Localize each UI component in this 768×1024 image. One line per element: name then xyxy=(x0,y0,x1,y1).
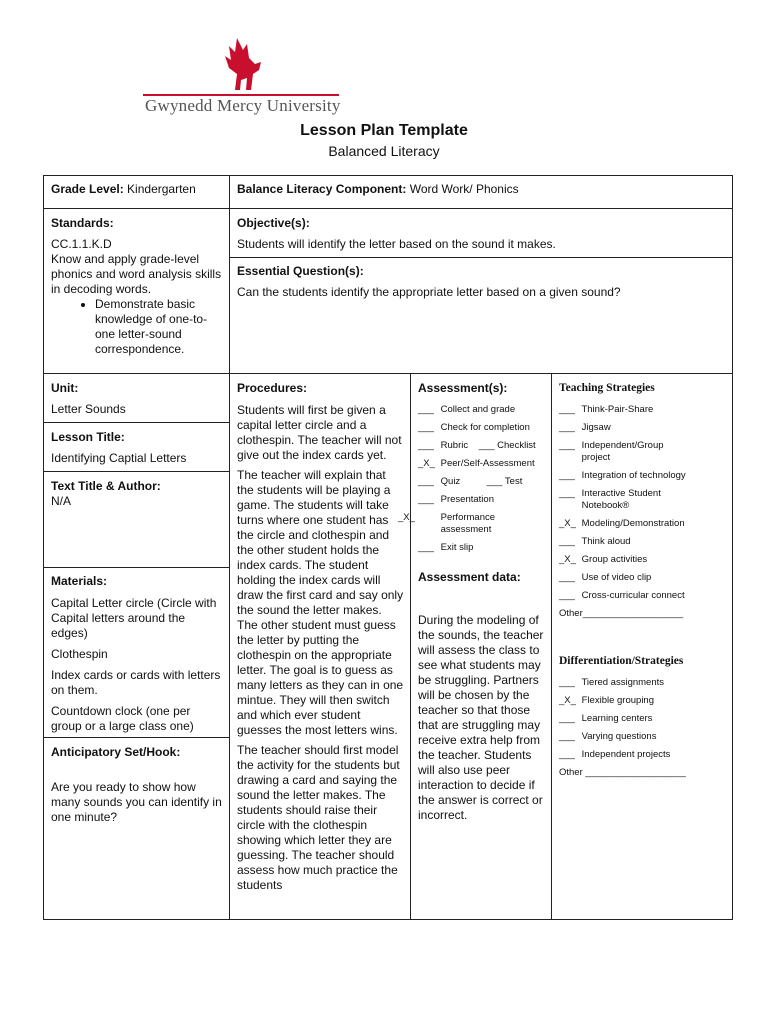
griffin-logo-icon xyxy=(215,34,269,92)
teaching-option: _X_ Group activities xyxy=(559,554,648,565)
standards-label: Standards: xyxy=(51,216,114,230)
procedures-paragraph: The teacher will explain that the students will be playing a game. The students will take turns where one student has the circle and clothespin and the other student holds the index cards. The student holding the index cards will draw the first card and say only the sound the letter makes. The other student must guess the letter by putting the clothespin on the appropriate letter. The goal is to guess as many letters as they can in one mintue. They will then switch and which ever student guesses the most letters wins. xyxy=(237,468,404,737)
differentiation-option: ___ Learning centers xyxy=(559,713,653,724)
grade-value: Kindergarten xyxy=(127,182,196,196)
teaching-strategies-label: Teaching Strategies xyxy=(559,382,655,394)
lesson-title-cell: Lesson Title: Identifying Captial Letters xyxy=(51,430,223,466)
differentiation-label: Differentiation/Strategies xyxy=(559,655,684,667)
teaching-option: ___ Think aloud xyxy=(559,536,631,547)
teaching-strategies-cell xyxy=(559,381,729,785)
teaching-option: ___ Independent/Group project xyxy=(559,440,664,463)
component-value: Word Work/ Phonics xyxy=(409,182,519,196)
teaching-option: ___ Integration of technology xyxy=(559,470,686,481)
teaching-other: Other___________________ xyxy=(559,608,684,619)
teaching-option: ___ Cross-curricular connect xyxy=(559,590,685,601)
teaching-option: ___ Jigsaw xyxy=(559,422,611,433)
unit-value: Letter Sounds xyxy=(51,402,126,416)
assessment-option: _X_ Performance assessment xyxy=(398,512,496,535)
assessment-option: _X_ Peer/Self-Assessment xyxy=(418,458,535,469)
objectives-text: Students will identify the letter based on the sound it makes. xyxy=(237,237,556,251)
differentiation-option: ___ Independent projects xyxy=(559,749,671,760)
teaching-option: ___ Interactive Student Notebook® xyxy=(559,488,661,511)
grade-level: Grade Level: Kindergarten xyxy=(51,182,196,196)
assessment-data-label: Assessment data: xyxy=(418,570,521,584)
teaching-option: ___ Think-Pair-Share xyxy=(559,404,654,415)
assessment-option: ___ Collect and grade xyxy=(418,404,516,415)
materials-item: Clothespin xyxy=(51,647,108,661)
procedures-cell xyxy=(237,381,405,917)
standards-bullet: • Demonstrate basic knowledge of one-to-one letter-sound correspondence. xyxy=(95,297,223,357)
hook-cell: Anticipatory Set/Hook: Are you ready to show how many sounds you can identify in one minute? xyxy=(51,745,222,824)
differentiation-other: Other ___________________ xyxy=(559,767,686,778)
university-logo xyxy=(143,34,343,116)
teaching-option: ___ Use of video clip xyxy=(559,572,652,583)
text-title-value: N/A xyxy=(51,494,72,508)
materials-item: Index cards or cards with letters on them. xyxy=(51,668,221,697)
literacy-component: Balance Literacy Component: Word Work/ Phonics xyxy=(237,182,519,196)
assessment-option: ___ Quiz ___ Test xyxy=(418,476,523,487)
procedures-label: Procedures: xyxy=(237,381,308,395)
essential-text: Can the students identify the appropriate letter based on a given sound? xyxy=(237,285,621,299)
text-title-cell: Text Title & Author: N/A xyxy=(51,479,223,509)
differentiation-option: ___ Varying questions xyxy=(559,731,657,742)
differentiation-option: _X_ Flexible grouping xyxy=(559,695,654,706)
assessment-cell xyxy=(398,381,548,823)
page-title: Lesson Plan Template xyxy=(300,122,468,139)
standards-cell xyxy=(51,216,223,357)
page-subtitle: Balanced Literacy xyxy=(328,143,440,159)
materials-cell: Materials: Capital Letter circle (Circle with Capital letters around the edges) Clothespin Index cards or cards with letters on them. Countdown clock (one per group or a large class one) xyxy=(51,574,223,734)
teaching-option: _X_ Modeling/Demonstration xyxy=(559,518,685,529)
unit-cell: Unit: Letter Sounds xyxy=(51,381,223,417)
assessment-label: Assessment(s): xyxy=(418,381,508,395)
procedures-paragraph: Students will first be given a capital letter circle and a clothespin. The teacher will not give out the index cards yet. xyxy=(237,403,402,462)
standards-text: Know and apply grade-level phonics and word analysis skills in decoding words. xyxy=(51,252,222,296)
university-name: Gwynedd Mercy University xyxy=(145,96,341,115)
hook-text: Are you ready to show how many sounds you can identify in one minute? xyxy=(51,780,222,824)
objectives-label: Objective(s): xyxy=(237,216,310,230)
assessment-data-text: During the modeling of the sounds, the teacher will assess the class to see what students may be struggling. Partners will be chosen by the teacher so that those that are struggling may receive extra help from the teacher. Students will also use peer interaction to decide if the answer is correct or incorrect. xyxy=(418,613,544,822)
standards-code: CC.1.1.K.D xyxy=(51,237,112,251)
essential-label: Essential Question(s): xyxy=(237,264,364,278)
assessment-option: ___ Exit slip xyxy=(418,542,474,553)
assessment-option: ___ Presentation xyxy=(418,494,494,505)
materials-item: Capital Letter circle (Circle with Capital letters around the edges) xyxy=(51,596,217,640)
materials-item: Countdown clock (one per group or a large class one) xyxy=(51,704,194,733)
differentiation-option: ___ Tiered assignments xyxy=(559,677,665,688)
lesson-title-value: Identifying Captial Letters xyxy=(51,451,187,465)
procedures-paragraph: The teacher should first model the activity for the students but drawing a card and saying the sound the letter makes. The students should raise their circle with the clothespin showing which letter they are guessing. The teacher should assess how much practice the students xyxy=(237,743,400,892)
assessment-option: ___ Check for completion xyxy=(418,422,530,433)
essential-question-cell xyxy=(237,264,727,300)
objectives-cell xyxy=(237,216,727,252)
assessment-option: ___ Rubric ___ Checklist xyxy=(418,440,536,451)
